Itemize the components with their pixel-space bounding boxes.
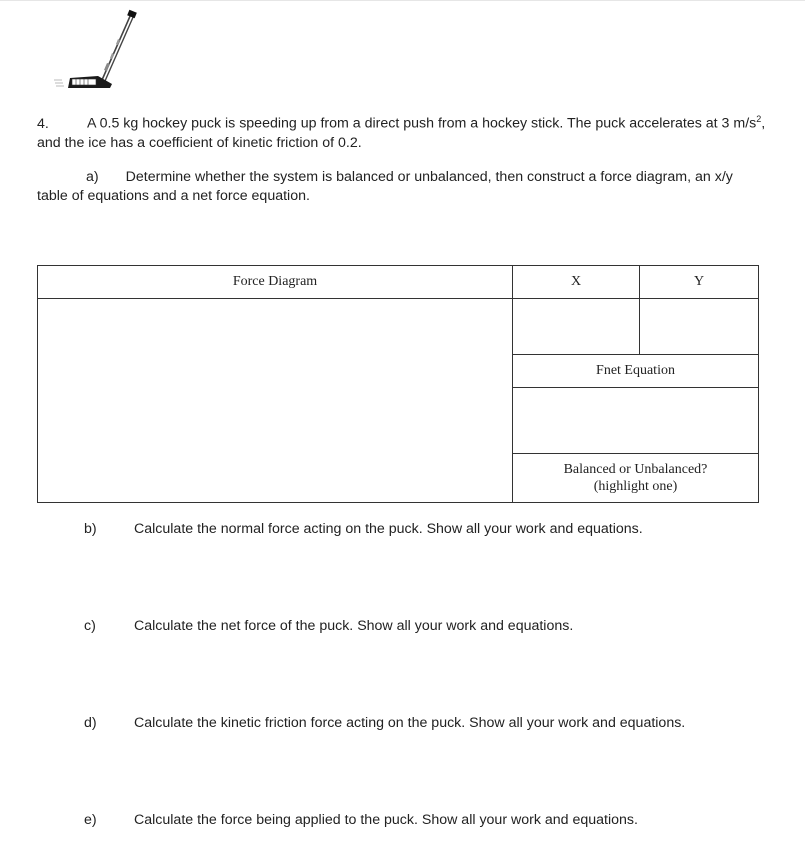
question-number: 4.	[37, 115, 49, 132]
question-text-line2: and the ice has a coefficient of kinetic friction of 0.2.	[37, 134, 362, 151]
question-text-line1: A 0.5 kg hockey puck is speeding up from a direct push from a hockey stick. The puck accelerates at 3 m/s	[87, 115, 757, 132]
top-border	[0, 0, 805, 1]
part-c-label: c)	[84, 618, 96, 634]
part-b-label: b)	[84, 521, 97, 537]
fnet-equation-cell[interactable]	[513, 388, 759, 454]
part-b-text: Calculate the normal force acting on the puck. Show all your work and equations.	[134, 521, 643, 537]
part-d-text: Calculate the kinetic friction force acting on the puck. Show all your work and equations.	[134, 715, 686, 731]
superscript: 2	[756, 114, 762, 124]
part-e-label: e)	[84, 812, 97, 828]
part-e-text: Calculate the force being applied to the puck. Show all your work and equations.	[134, 812, 638, 828]
part-a-label: a)	[86, 169, 99, 185]
question-text-comma: ,	[761, 115, 766, 132]
part-c-text: Calculate the net force of the puck. Show all your work and equations.	[134, 618, 574, 634]
part-a-text-line2: table of equations and a net force equation.	[37, 188, 310, 204]
part-d-label: d)	[84, 715, 97, 731]
hockey-stick-icon	[50, 8, 140, 90]
fnet-equation-header: Fnet Equation	[513, 355, 759, 388]
question-4	[37, 110, 797, 153]
balanced-unbalanced-cell[interactable]	[513, 454, 759, 503]
force-diagram-header: Force Diagram	[38, 266, 513, 299]
x-equations-cell[interactable]	[513, 299, 640, 355]
y-header: Y	[640, 266, 759, 299]
part-a-text-line1: Determine whether the system is balanced or unbalanced, then construct a force diagram, an x/y	[125, 169, 733, 185]
balanced-line2: (highlight one)	[593, 479, 678, 494]
answer-table	[37, 265, 759, 503]
part-a	[37, 168, 797, 206]
x-header: X	[513, 266, 640, 299]
force-diagram-area[interactable]	[38, 299, 513, 503]
balanced-line1: Balanced or Unbalanced?	[563, 462, 708, 477]
y-equations-cell[interactable]	[640, 299, 759, 355]
